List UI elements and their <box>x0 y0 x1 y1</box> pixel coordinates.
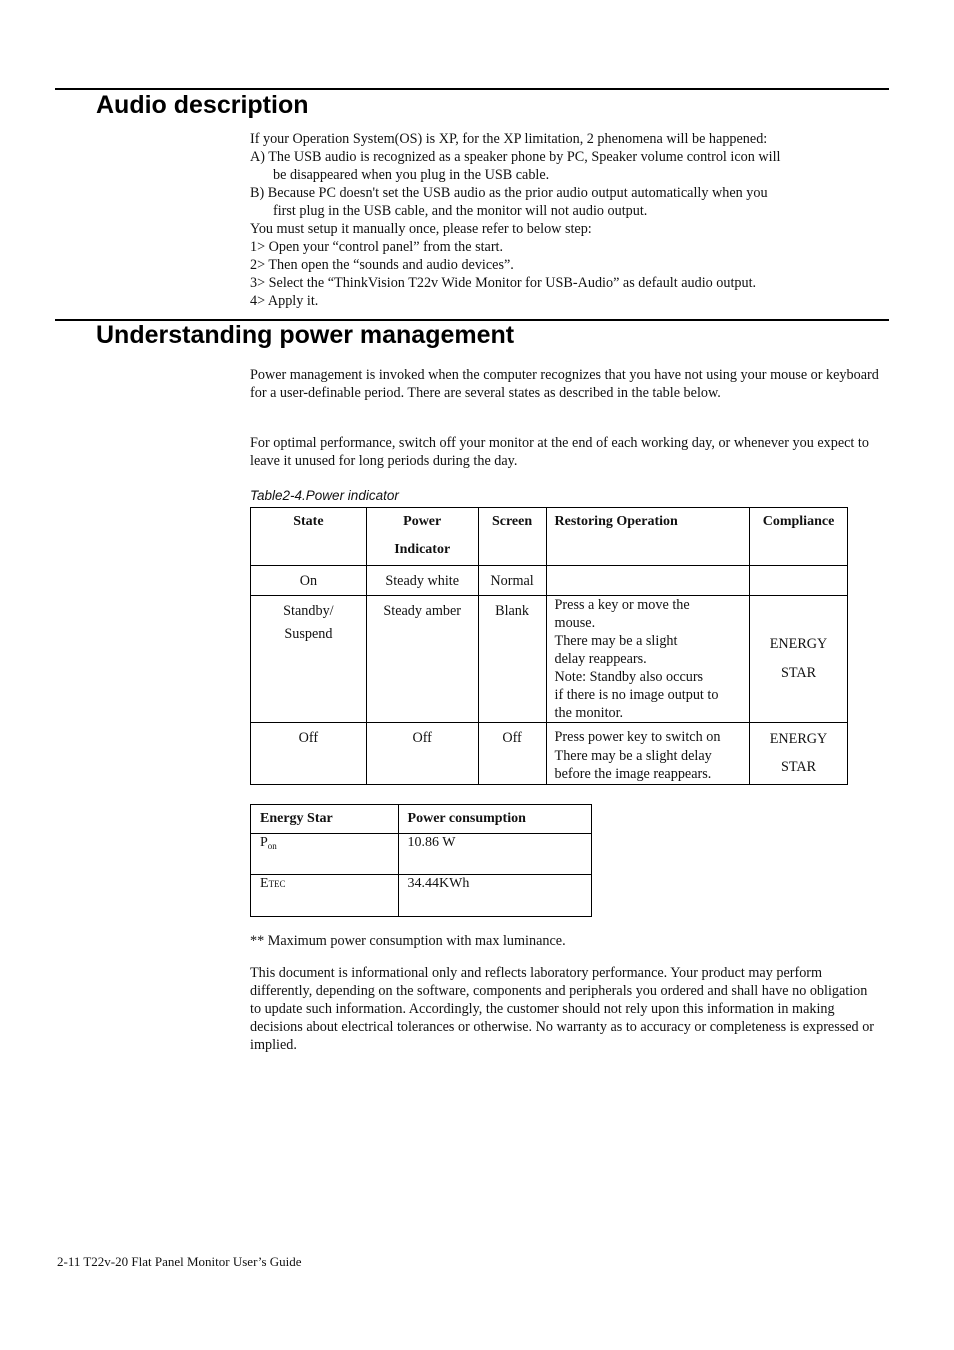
label-subscript: on <box>267 841 277 851</box>
header-power-indicator-line2: Indicator <box>394 542 451 557</box>
compliance-line1: ENERGY <box>769 731 828 748</box>
restoring-line: There may be a slight delay <box>554 747 712 764</box>
energy-header-energy-star: Energy Star <box>251 805 399 834</box>
header-state: State <box>251 508 367 566</box>
energy-value-etec: 34.44KWh <box>398 875 591 917</box>
cell-indicator: Steady white <box>366 566 478 596</box>
table-row <box>251 566 848 596</box>
audio-item-b-line1: B) Because PC doesn't set the USB audio as the prior audio output automatically when you <box>250 185 768 201</box>
energy-header-power-consumption: Power consumption <box>398 805 591 834</box>
table-row <box>251 875 592 917</box>
footnote-block <box>250 932 890 950</box>
energy-label-etec <box>251 875 399 917</box>
disclaimer-block <box>250 964 874 1054</box>
footnote: ** Maximum power consumption with max luminance. <box>250 933 566 949</box>
cell-restoring <box>546 723 750 785</box>
header-compliance: Compliance <box>750 508 848 566</box>
audio-setup-note: You must setup it manually once, please refer to below step: <box>250 221 592 237</box>
audio-step-1: 1> Open your “control panel” from the start. <box>250 239 504 255</box>
header-screen: Screen <box>478 508 546 566</box>
table-caption: Table2-4.Power indicator <box>250 488 399 503</box>
audio-step-3: 3> Select the “ThinkVision T22v Wide Monitor for USB-Audio” as default audio output. <box>250 275 757 291</box>
cell-indicator: Steady amber <box>366 596 478 723</box>
cell-state: On <box>251 566 367 596</box>
power-management-body <box>250 366 890 402</box>
table-row <box>251 723 848 785</box>
audio-item-a-line1: A) The USB audio is recognized as a speaker phone by PC, Speaker volume control icon will <box>250 149 781 165</box>
energy-table-header-row <box>251 805 592 834</box>
header-power-indicator-line1: Power <box>403 514 442 529</box>
cell-restoring <box>546 566 750 596</box>
energy-star-table <box>250 804 592 917</box>
power-paragraph-2: For optimal performance, switch off your monitor at the end of each working day, or whenever you expect to leave it unused for long periods during the day. <box>250 435 869 469</box>
energy-label-pon <box>251 834 399 875</box>
section-rule-audio <box>55 88 889 90</box>
cell-restoring <box>546 596 750 723</box>
header-restoring-operation: Restoring Operation <box>546 508 750 566</box>
cell-screen: Blank <box>478 596 546 723</box>
disclaimer: This document is informational only and reflects laboratory performance. Your product may perform differently, depending on the software, components and peripherals you ordered and shall have no obligation to update such information. Accordingly, the customer should not rely upon this information in making decisions about electrical tolerances or otherwise. No warranty as to accuracy or completeness is expressed or implied. <box>250 965 875 1053</box>
table-row <box>251 596 848 723</box>
label-main: P <box>260 835 268 850</box>
audio-step-4: 4> Apply it. <box>250 293 319 309</box>
cell-state-line2: Suspend <box>284 626 333 642</box>
cell-compliance <box>750 723 848 785</box>
label-main: E <box>260 876 269 891</box>
power-paragraph-1: Power management is invoked when the computer recognizes that you have not using your mouse or keyboard for a user-definable period. There are several states as described in the table below. <box>250 367 879 401</box>
restoring-line: Note: Standby also occurs <box>554 669 704 685</box>
table-row <box>251 834 592 875</box>
cell-screen: Off <box>478 723 546 785</box>
restoring-line: delay reappears. <box>554 651 647 667</box>
cell-state <box>251 596 367 723</box>
restoring-line: the monitor. <box>554 705 624 721</box>
cell-compliance <box>750 596 848 723</box>
cell-indicator: Off <box>366 723 478 785</box>
cell-state: Off <box>251 723 367 785</box>
table-header-row <box>251 508 848 566</box>
audio-item-b-line2: first plug in the USB cable, and the monitor will not audio output. <box>273 203 648 219</box>
compliance-line1: ENERGY <box>769 636 828 652</box>
restoring-line: Press power key to switch on <box>554 729 721 745</box>
energy-value-pon: 10.86 W <box>398 834 591 875</box>
audio-description-body <box>250 130 870 310</box>
label-small-caps: TEC <box>268 879 286 889</box>
restoring-line: There may be a slight <box>554 633 678 649</box>
cell-state-line1: Standby/ <box>283 603 334 619</box>
page-footer: 2-11 T22v-20 Flat Panel Monitor User’s Guide <box>57 1254 302 1269</box>
compliance-line2: STAR <box>780 665 817 681</box>
restoring-line: if there is no image output to <box>554 687 719 703</box>
heading-power-management: Understanding power management <box>96 321 515 349</box>
cell-compliance <box>750 566 848 596</box>
power-management-body-2 <box>250 434 890 470</box>
cell-screen: Normal <box>478 566 546 596</box>
restoring-line: before the image reappears. <box>554 766 712 782</box>
restoring-line: Press a key or move the <box>554 597 690 613</box>
audio-intro: If your Operation System(OS) is XP, for the XP limitation, 2 phenomena will be happened: <box>250 131 768 147</box>
compliance-line2: STAR <box>780 759 817 776</box>
power-indicator-table <box>250 507 848 785</box>
audio-item-a-line2: be disappeared when you plug in the USB cable. <box>273 167 550 183</box>
restoring-line: mouse. <box>554 615 596 631</box>
header-power-indicator <box>366 508 478 566</box>
audio-step-2: 2> Then open the “sounds and audio devices”. <box>250 257 514 273</box>
heading-audio-description: Audio description <box>96 91 309 119</box>
